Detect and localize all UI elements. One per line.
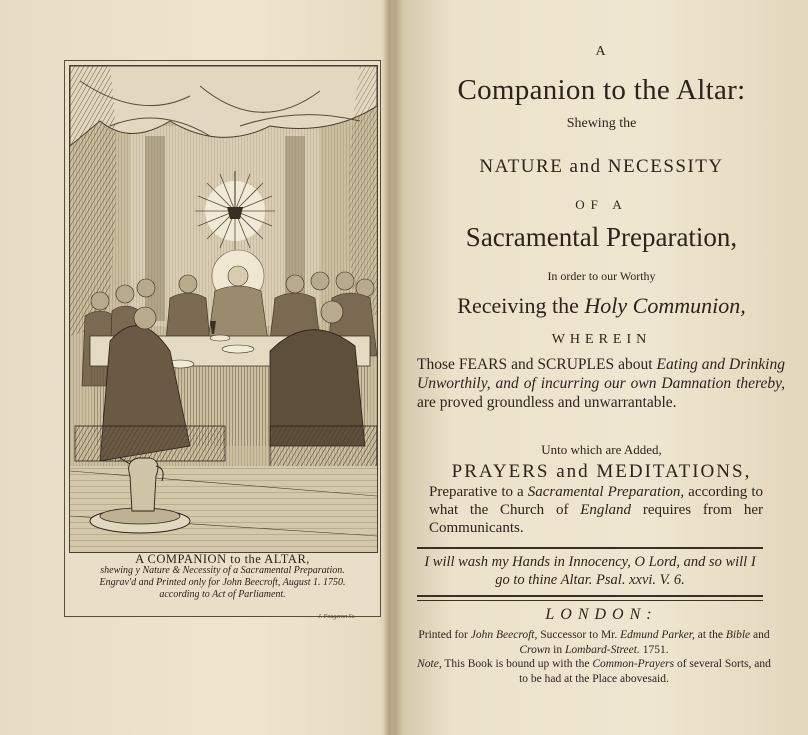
imprint-bible: Bible: [725, 629, 751, 641]
imprint-b: Successor to Mr.: [537, 629, 621, 641]
title-article: A: [595, 44, 608, 59]
title-prayers: PRAYERS and MEDITATIONS,: [451, 461, 752, 482]
frontispiece-caption: [65, 553, 380, 603]
right-page-title: [395, 0, 808, 735]
imprint-e: in: [550, 643, 565, 656]
fears-italic: Eating and Drinking Unworthily, and of incurring our own Damnation thereby,: [417, 356, 785, 392]
rule-top: [417, 547, 763, 551]
caption-title: A COMPANION to the ALTAR,: [135, 552, 310, 566]
title-nature-necessity: NATURE and NECESSITY: [479, 156, 724, 177]
imprint-crown: Crown: [519, 643, 551, 656]
psalm-motto: I will wash my Hands in Innocency, O Lord, and so will I go to thine Altar. Psal. xxvi. V. 6.: [424, 554, 756, 588]
imprint-name1: John Beecroft,: [470, 629, 538, 641]
receiving-prefix: Receiving the: [457, 293, 585, 318]
title-unto: Unto which are Added,: [541, 442, 662, 457]
prep-a: Preparative to a: [429, 484, 528, 500]
imprint-street: Lombard-Street.: [564, 643, 640, 656]
caption-subtitle: shewing y Nature & Necessity of a Sacramental Preparation.: [100, 565, 345, 576]
imprint-year: 1751.: [639, 643, 669, 656]
title-receiving: [395, 293, 808, 319]
caption-printer: Engrav'd and Printed only for John Beecroft, August 1. 1750.: [99, 577, 346, 588]
title-shewing: Shewing the: [566, 116, 637, 131]
fears-suffix: are proved groundless and unwarrantable.: [417, 394, 677, 411]
prep-c: requires from her Communicants.: [429, 502, 763, 536]
caption-act: according to Act of Parliament.: [159, 589, 286, 600]
title-in-order: In order to our Worthy: [547, 269, 656, 283]
title-sacramental: Sacramental Preparation,: [465, 222, 738, 252]
imprint-name2: Edmund Parker,: [620, 629, 695, 641]
imprint-c: at the: [694, 629, 726, 641]
title-main: Companion to the Altar:: [457, 74, 746, 106]
fears-prefix: Those FEARS and SCRUPLES about: [417, 356, 657, 373]
prep-italic1: Sacramental Preparation,: [527, 484, 685, 500]
title-wherein: WHEREIN: [551, 332, 652, 347]
engraving-illustration: [70, 66, 377, 552]
note-a: This Book is bound up with the: [441, 658, 593, 670]
note-italic: Common-Prayers: [592, 658, 675, 670]
frontispiece-plate: [64, 60, 381, 617]
last-supper-engraving: [69, 65, 378, 553]
imprint: [413, 628, 775, 686]
paragraph-preparative: [429, 483, 763, 537]
imprint-a: Printed for: [418, 629, 471, 641]
engraver-signature: J. Fougeron Sc.: [318, 614, 356, 620]
paragraph-fears: [417, 355, 785, 412]
imprint-d: and: [750, 629, 770, 641]
rule-middle: [417, 595, 763, 597]
holy-communion: Holy Communion,: [584, 293, 746, 318]
prep-b: according to what the Church of: [429, 484, 764, 518]
left-page-frontispiece: [0, 0, 390, 735]
prep-italic2: England: [580, 502, 632, 518]
note-label: Note,: [417, 658, 442, 670]
rule-bottom: [417, 600, 763, 601]
note-b: of several Sorts, and to be had at the Place abovesaid.: [519, 658, 771, 685]
imprint-city: LONDON:: [545, 606, 658, 623]
title-of-a: OF A: [575, 197, 628, 212]
